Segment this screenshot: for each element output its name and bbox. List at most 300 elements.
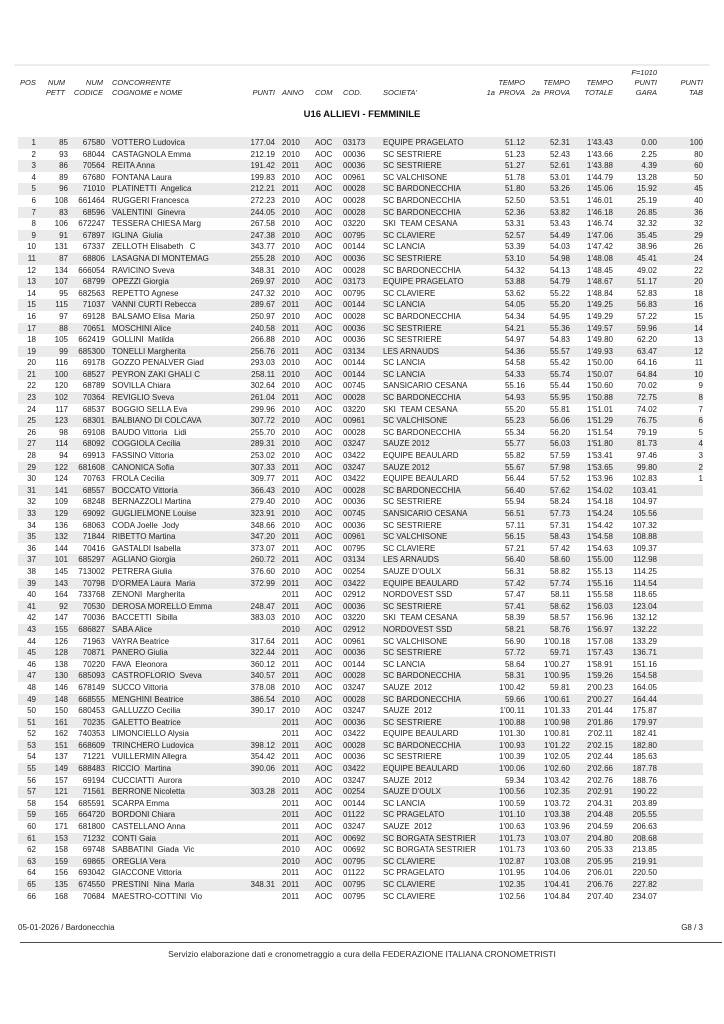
cell-punti_gara: 76.75 — [636, 416, 657, 426]
cell-pett: 161 — [54, 717, 68, 727]
cell-name: LASAGNA DI MONTEMAG — [112, 253, 209, 263]
cell-anno: 2010 — [282, 288, 300, 298]
cell-code: 668555 — [78, 694, 105, 704]
cell-cod: 00144 — [343, 369, 366, 379]
cell-totale: 1'57.43 — [587, 648, 613, 658]
cell-societa: SC LANCIA — [383, 659, 426, 669]
cell-punti_gara: 114.54 — [633, 578, 657, 588]
cell-cod: 01122 — [343, 868, 365, 878]
header-tempo-totale-1: TEMPO — [586, 78, 613, 87]
cell-societa: SAUZE 2012 — [383, 775, 432, 785]
cell-pos: 60 — [27, 822, 36, 832]
cell-prova1: 56.51 — [504, 509, 525, 518]
cell-pett: 138 — [54, 659, 68, 669]
cell-name: PETRERA Giulia — [112, 566, 173, 576]
cell-societa: SC BARDONECCHIA — [383, 207, 461, 217]
table-row — [18, 659, 703, 671]
cell-cod: 03173 — [343, 138, 366, 147]
cell-pett: 101 — [54, 555, 68, 565]
cell-punti_gara: 219.91 — [632, 856, 657, 866]
cell-punti_tab — [657, 740, 703, 752]
cell-pos: 44 — [27, 636, 36, 646]
cell-code: 70651 — [82, 323, 105, 333]
cell-societa: SKI TEAM CESANA — [383, 404, 458, 414]
cell-prova2: 55.81 — [549, 404, 570, 414]
cell-prova2: 57.62 — [549, 485, 570, 495]
cell-pos: 8 — [31, 219, 36, 229]
cell-anno: 2011 — [282, 474, 300, 484]
cell-punti_tab: 4 — [698, 439, 703, 449]
cell-com: AOC — [315, 497, 333, 507]
cell-anno: 2011 — [282, 868, 300, 878]
table-row — [18, 380, 703, 392]
cell-com: AOC — [315, 358, 333, 368]
cell-pett: 89 — [59, 172, 68, 182]
cell-code: 678149 — [78, 682, 105, 692]
cell-pos: 54 — [27, 752, 36, 762]
cell-punti: 256.76 — [250, 346, 275, 356]
cell-code: 68537 — [82, 404, 105, 414]
cell-totale: 1'49.93 — [587, 346, 613, 356]
cell-punti_gara: 164.05 — [632, 682, 657, 692]
cell-totale: 1'56.96 — [587, 613, 613, 623]
cell-prova2: 55.36 — [549, 323, 570, 333]
table-row — [18, 508, 703, 520]
cell-cod: 00028 — [343, 311, 366, 321]
cell-totale: 1'43.66 — [587, 149, 613, 159]
cell-pos: 34 — [27, 520, 36, 530]
cell-pos: 5 — [31, 184, 36, 194]
cell-totale: 2'06.76 — [587, 880, 613, 889]
cell-punti: 247.32 — [250, 288, 275, 298]
cell-pos: 22 — [27, 381, 36, 391]
cell-cod: 00961 — [343, 416, 366, 426]
cell-cod: 00961 — [343, 636, 366, 646]
cell-pett: 156 — [54, 868, 68, 878]
cell-cod: 00961 — [343, 532, 366, 542]
cell-anno: 2011 — [282, 671, 300, 681]
cell-pett: 132 — [54, 532, 68, 542]
cell-name: MAESTRO-COTTINI Vio — [112, 891, 203, 901]
cell-totale: 1'48.45 — [587, 265, 613, 275]
cell-anno: 2010 — [282, 856, 300, 866]
cell-prova2: 54.49 — [549, 230, 570, 240]
cell-name: MENGHINI Beatrice — [112, 694, 184, 704]
cell-punti_tab: 3 — [698, 451, 703, 461]
cell-cod: 00028 — [343, 740, 366, 750]
table-row — [18, 647, 703, 659]
cell-pos: 14 — [27, 288, 36, 298]
cell-name: GOZZO PENALVER Giad — [112, 358, 204, 368]
cell-name: ZELLOTH Elisabeth C — [112, 242, 196, 252]
cell-totale: 1'43.43 — [587, 138, 613, 147]
cell-totale: 2'04.80 — [587, 833, 613, 843]
cell-totale: 1'48.84 — [587, 288, 613, 298]
cell-prova2: 58.62 — [549, 601, 570, 611]
cell-name: TESSERA CHIESA Marg — [112, 219, 201, 229]
cell-name: FAVA Eleonora — [112, 659, 168, 669]
cell-code: 67897 — [82, 230, 105, 240]
cell-prova1: 52.50 — [504, 195, 525, 205]
cell-punti_tab: 40 — [694, 195, 703, 205]
cell-totale: 1'55.00 — [587, 555, 613, 565]
cell-punti_gara: 45.41 — [636, 253, 657, 263]
cell-pos: 56 — [27, 775, 36, 785]
cell-com: AOC — [315, 300, 333, 310]
cell-punti: 372.99 — [250, 578, 275, 588]
table-row — [18, 218, 703, 230]
cell-com: AOC — [315, 427, 333, 437]
cell-punti_tab: 13 — [694, 335, 703, 345]
table-row — [18, 172, 703, 184]
cell-societa: SC CLAVIERE — [383, 880, 436, 889]
cell-punti_gara: 13.28 — [636, 172, 657, 182]
cell-anno: 2011 — [282, 300, 300, 310]
cell-punti: 307.33 — [250, 462, 275, 472]
footer-service-line: Servizio elaborazione dati e cronometraggio a cura della FEDERAZIONE ITALIANA CRONOMETRISTI — [168, 949, 556, 959]
cell-punti_gara: 114.25 — [633, 566, 657, 576]
cell-totale: 2'06.01 — [587, 868, 613, 878]
cell-punti_gara: 179.97 — [632, 717, 657, 727]
cell-societa: SC VALCHISONE — [383, 636, 448, 646]
cell-punti_gara: 103.41 — [632, 485, 657, 495]
cell-punti_tab — [657, 531, 703, 543]
header-num-codice-1: NUM — [85, 78, 103, 87]
cell-code: 71963 — [82, 636, 105, 646]
cell-totale: 1'58.91 — [587, 659, 613, 669]
header-prova-2: 2a PROVA — [531, 88, 570, 97]
table-row — [18, 369, 703, 381]
cell-punti_gara: 109.37 — [632, 543, 657, 553]
cell-punti_gara: 136.71 — [632, 648, 657, 658]
cell-totale: 2'02.44 — [587, 752, 613, 762]
cell-com: AOC — [315, 752, 333, 762]
cell-code: 685093 — [78, 671, 105, 681]
cell-cod: 00028 — [343, 207, 366, 217]
cell-pos: 65 — [27, 880, 36, 889]
cell-prova2: 1'00.95 — [544, 671, 570, 681]
cell-societa: SC PRAGELATO — [383, 868, 445, 878]
cell-pos: 26 — [27, 427, 36, 437]
cell-com: AOC — [315, 694, 333, 704]
cell-punti_tab — [657, 612, 703, 624]
table-row — [18, 856, 703, 868]
table-row — [18, 137, 703, 149]
cell-prova1: 55.20 — [504, 404, 525, 414]
cell-punti: 289.67 — [250, 300, 275, 310]
cell-com: AOC — [315, 648, 333, 658]
cell-code: 740353 — [78, 729, 105, 739]
cell-cod: 00795 — [343, 891, 366, 901]
cell-pos: 63 — [27, 856, 36, 866]
cell-prova2: 53.82 — [549, 207, 570, 217]
cell-com: AOC — [315, 717, 333, 727]
cell-com: AOC — [315, 764, 333, 774]
cell-name: TONELLI Margherita — [112, 346, 186, 356]
cell-cod: 00028 — [343, 195, 366, 205]
cell-pos: 24 — [27, 404, 36, 414]
cell-punti_tab: 18 — [694, 288, 703, 298]
cell-name: VANNI CURTI Rebecca — [112, 300, 197, 310]
cell-code: 733768 — [78, 590, 105, 600]
cell-totale: 2'02.91 — [587, 787, 613, 797]
cell-pett: 147 — [54, 613, 68, 623]
cell-pos: 49 — [27, 694, 36, 704]
cell-punti_tab — [657, 856, 703, 868]
cell-punti_tab — [657, 682, 703, 694]
cell-code: 69194 — [82, 775, 105, 785]
cell-prova1: 1'01.10 — [499, 810, 525, 820]
cell-pett: 115 — [55, 300, 68, 310]
cell-code: 662419 — [78, 335, 105, 345]
cell-com: AOC — [315, 195, 333, 205]
cell-punti — [243, 798, 275, 810]
cell-pett: 157 — [54, 775, 68, 785]
cell-name: GASTALDI Isabella — [112, 543, 181, 553]
cell-com: AOC — [315, 555, 333, 565]
cell-totale: 1'50.00 — [587, 358, 613, 368]
cell-prova1: 57.47 — [504, 590, 525, 600]
cell-anno: 2011 — [282, 555, 300, 565]
cell-cod: 02912 — [343, 590, 366, 600]
cell-societa: SC SESTRIERE — [383, 161, 442, 171]
cell-anno: 2010 — [282, 509, 300, 518]
cell-pos: 52 — [27, 729, 36, 739]
cell-punti: 340.57 — [250, 671, 275, 681]
cell-code: 674550 — [78, 880, 105, 889]
cell-anno: 2011 — [282, 752, 300, 762]
cell-punti_tab: 9 — [698, 381, 703, 391]
cell-pos: 31 — [27, 485, 36, 495]
cell-punti_tab: 6 — [698, 416, 703, 426]
cell-punti_tab: 29 — [694, 230, 703, 240]
cell-prova2: 52.61 — [549, 161, 570, 171]
cell-name: VUILLERMIN Allegra — [112, 752, 187, 762]
cell-name: GOLLINI Matilda — [112, 335, 174, 345]
cell-punti: 378.08 — [250, 682, 275, 692]
cell-cod: 00795 — [343, 543, 366, 553]
cell-code: 70416 — [82, 543, 105, 553]
cell-prova1: 56.40 — [504, 485, 525, 495]
cell-punti_gara: 49.02 — [636, 265, 657, 275]
cell-punti_gara: 38.96 — [636, 242, 657, 252]
cell-name: D'ORMEA Laura Maria — [112, 578, 196, 588]
cell-punti: 354.42 — [250, 752, 275, 762]
cell-punti: 212.21 — [250, 184, 275, 194]
cell-prova2: 55.42 — [549, 358, 570, 368]
cell-pos: 2 — [31, 149, 36, 159]
cell-anno: 2011 — [282, 659, 300, 669]
cell-pett: 120 — [54, 381, 68, 391]
cell-cod: 00036 — [343, 648, 366, 658]
cell-societa: SC BARDONECCHIA — [383, 671, 461, 681]
cell-punti_gara: 188.76 — [632, 775, 657, 785]
cell-anno: 2011 — [282, 891, 300, 901]
cell-code: 68789 — [82, 381, 105, 391]
table-row — [18, 554, 703, 566]
cell-cod: 00254 — [343, 787, 366, 797]
cell-punti_tab — [657, 694, 703, 706]
cell-com: AOC — [315, 277, 333, 287]
cell-punti_gara: 105.56 — [632, 509, 657, 518]
cell-prova1: 54.05 — [504, 300, 525, 310]
cell-pett: 117 — [55, 404, 68, 414]
cell-name: RUGGERI Francesca — [112, 195, 189, 205]
cell-code: 685300 — [78, 346, 105, 356]
cell-com: AOC — [315, 532, 333, 542]
cell-code: 668609 — [78, 740, 105, 750]
cell-totale: 2'05.33 — [587, 845, 613, 855]
cell-prova1: 54.34 — [504, 311, 525, 321]
cell-totale: 1'44.79 — [587, 172, 613, 182]
cell-punti_gara: 185.63 — [632, 752, 657, 762]
cell-cod: 00745 — [343, 381, 366, 391]
cell-pett: 162 — [54, 729, 68, 739]
table-row — [18, 624, 703, 636]
cell-punti_tab — [657, 786, 703, 798]
cell-punti_gara: 205.55 — [632, 810, 657, 820]
cell-totale: 1'50.07 — [587, 369, 613, 379]
cell-cod: 00692 — [343, 845, 366, 855]
cell-totale: 1'57.08 — [587, 636, 613, 646]
cell-prova2: 55.95 — [549, 393, 570, 403]
cell-pett: 92 — [59, 601, 68, 611]
cell-societa: EQUIPE BEAULARD — [383, 764, 459, 774]
cell-cod: 03422 — [343, 474, 366, 484]
cell-prova1: 1'01.73 — [499, 833, 525, 843]
cell-com: AOC — [315, 242, 333, 252]
cell-pett: 97 — [59, 311, 68, 321]
cell-punti_tab — [657, 543, 703, 555]
cell-pett: 88 — [59, 323, 68, 333]
cell-cod: 03220 — [343, 613, 366, 623]
cell-pett: 121 — [54, 787, 68, 797]
cell-punti: 240.58 — [250, 323, 275, 333]
cell-name: DEROSA MORELLO Emma — [112, 601, 213, 611]
cell-punti_gara: 26.85 — [636, 207, 657, 217]
cell-societa: SC PRAGELATO — [383, 810, 445, 820]
cell-name: REVIGLIO Sveva — [112, 393, 175, 403]
cell-totale: 1'54.24 — [587, 509, 613, 518]
cell-punti_tab — [657, 798, 703, 810]
cell-societa: LES ARNAUDS — [383, 346, 440, 356]
cell-punti: 299.96 — [250, 404, 275, 414]
cell-pos: 18 — [27, 335, 36, 345]
cell-prova2: 55.74 — [549, 369, 570, 379]
table-row — [18, 311, 703, 323]
cell-pos: 30 — [27, 474, 36, 484]
cell-code: 664720 — [78, 810, 105, 820]
cell-code: 71561 — [82, 787, 105, 797]
cell-prova1: 59.34 — [504, 775, 525, 785]
header-societa: SOCIETA' — [383, 88, 417, 97]
cell-punti_tab — [657, 751, 703, 763]
cell-anno: 2010 — [282, 566, 300, 576]
header-punti-gara-1: PUNTI — [634, 78, 657, 87]
cell-com: AOC — [315, 613, 333, 623]
cell-punti_gara: 203.89 — [632, 798, 657, 808]
cell-com: AOC — [315, 798, 333, 808]
cell-totale: 1'49.57 — [587, 323, 613, 333]
cell-punti — [243, 844, 275, 856]
cell-societa: EQUIPE PRAGELATO — [383, 277, 464, 287]
cell-punti — [243, 867, 275, 879]
cell-cod: 00254 — [343, 566, 366, 576]
cell-punti — [243, 821, 275, 833]
cell-prova2: 1'03.08 — [544, 856, 570, 866]
cell-punti_tab: 12 — [694, 346, 703, 356]
cell-pett: 130 — [54, 671, 68, 681]
cell-code: 69108 — [82, 427, 105, 437]
cell-prova2: 54.98 — [549, 253, 570, 263]
cell-anno: 2010 — [282, 138, 300, 147]
cell-pos: 59 — [27, 810, 36, 820]
cell-name: CODA Joelle Jody — [112, 520, 180, 530]
cell-cod: 00036 — [343, 497, 366, 507]
cell-pett: 141 — [54, 485, 68, 495]
cell-com: AOC — [315, 868, 333, 878]
cell-prova2: 54.83 — [549, 335, 570, 345]
cell-anno: 2011 — [282, 648, 300, 658]
cell-anno: 2011 — [282, 601, 300, 611]
cell-punti_tab: 11 — [694, 358, 703, 368]
cell-anno: 2010 — [282, 775, 300, 785]
cell-cod: 00795 — [343, 856, 366, 866]
cell-pett: 116 — [55, 358, 68, 368]
cell-anno: 2011 — [282, 184, 300, 194]
cell-punti_tab — [657, 578, 703, 590]
cell-com: AOC — [315, 775, 333, 785]
table-row — [18, 149, 703, 161]
cell-com: AOC — [315, 451, 333, 461]
cell-anno: 2010 — [282, 277, 300, 287]
cell-pos: 35 — [27, 532, 36, 542]
cell-anno: 2010 — [282, 416, 300, 426]
cell-com: AOC — [315, 474, 333, 484]
cell-prova1: 57.11 — [505, 520, 525, 530]
cell-pett: 148 — [54, 694, 68, 704]
cell-pett: 87 — [59, 253, 68, 263]
cell-totale: 2'01.44 — [587, 706, 613, 716]
cell-punti_gara: 206.63 — [632, 822, 657, 832]
cell-com: AOC — [315, 335, 333, 345]
cell-punti_tab — [657, 508, 703, 520]
cell-pos: 57 — [27, 787, 36, 797]
cell-anno: 2010 — [282, 706, 300, 716]
cell-pett: 105 — [54, 335, 68, 345]
cell-anno: 2010 — [282, 230, 300, 240]
cell-punti_tab: 7 — [698, 404, 703, 414]
table-row — [18, 195, 703, 207]
cell-com: AOC — [315, 288, 333, 298]
cell-code: 67680 — [82, 172, 105, 182]
cell-punti: 261.04 — [250, 393, 275, 403]
cell-pett: 109 — [54, 497, 68, 507]
cell-societa: SKI TEAM CESANA — [383, 219, 458, 229]
cell-punti_tab: 36 — [694, 207, 703, 217]
cell-com: AOC — [315, 138, 333, 147]
cell-com: AOC — [315, 520, 333, 530]
cell-pett: 107 — [54, 277, 68, 287]
cell-totale: 1'46.01 — [587, 195, 613, 205]
cell-societa: SC BORGATA SESTRIER — [383, 833, 477, 843]
cell-prova2: 59.81 — [549, 682, 570, 692]
cell-societa: SAUZE 2012 — [383, 822, 432, 832]
cell-anno: 2010 — [282, 682, 300, 692]
cell-name: TRINCHERO Ludovica — [112, 740, 194, 750]
cell-prova2: 58.76 — [549, 624, 570, 634]
cell-code: 71010 — [82, 184, 105, 194]
